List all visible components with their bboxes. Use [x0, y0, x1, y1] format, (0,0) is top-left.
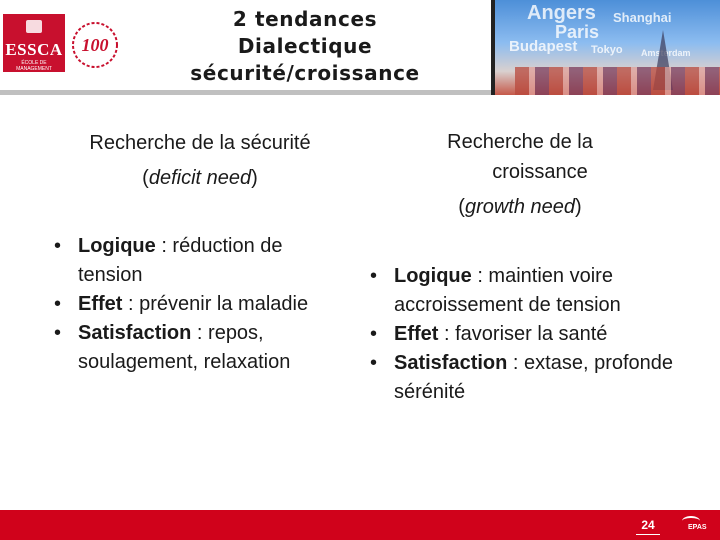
- right-heading-line-2: croissance: [492, 161, 588, 183]
- banner-city-1: Angers: [527, 2, 596, 24]
- bullet-term: Effet: [394, 323, 439, 345]
- left-heading-line: Recherche de la sécurité: [89, 132, 311, 154]
- bullet-text: : favoriser la santé: [438, 323, 608, 345]
- right-heading-line-1: Recherche de la: [447, 131, 593, 153]
- bullet-icon: •: [370, 323, 378, 345]
- list-item: [366, 349, 676, 407]
- bullet-text: : prévenir la maladie: [122, 293, 309, 315]
- banner-city-5: Tokyo: [591, 44, 623, 56]
- banner-city-6: Amsterdam: [641, 48, 691, 58]
- right-heading-subline: (growth need): [458, 196, 582, 218]
- bullet-term: Logique: [78, 235, 156, 257]
- bullet-icon: •: [54, 322, 62, 344]
- title-line-2: Dialectique: [237, 34, 373, 58]
- list-item: [366, 320, 676, 349]
- page-number: 24: [641, 518, 655, 532]
- left-bullet-list: [50, 232, 350, 377]
- header-divider: [0, 90, 495, 95]
- left-column-heading: [40, 126, 360, 196]
- right-bullet-list: [366, 262, 676, 407]
- right-column-heading: [365, 127, 675, 187]
- list-item: [366, 262, 676, 320]
- title-line-3: sécurité/croissance: [190, 61, 420, 85]
- left-heading-subline: (deficit need): [142, 167, 258, 189]
- essca-wordmark: ESSCA: [5, 40, 63, 59]
- banner-city-3: Paris: [555, 22, 600, 42]
- slide-footer: [0, 510, 720, 540]
- banner-buildings: [515, 67, 720, 95]
- bullet-icon: •: [370, 265, 378, 287]
- bullet-icon: •: [54, 235, 62, 257]
- bullet-text: : repos, soulagement, relaxation: [78, 322, 291, 373]
- anniversary-number: 100: [81, 35, 109, 55]
- banner-city-2: Shanghai: [613, 10, 672, 25]
- bullet-icon: •: [54, 293, 62, 315]
- essca-logo: [3, 14, 65, 72]
- list-item: [50, 319, 350, 377]
- left-heading-italic: deficit need: [148, 167, 252, 189]
- page-number-underline: [636, 534, 660, 535]
- crest-icon: [26, 20, 42, 33]
- slide-title: [150, 6, 460, 87]
- essca-tagline: ÉCOLE DE MANAGEMENT: [16, 60, 52, 72]
- banner-city-4: Budapest: [509, 38, 578, 55]
- bullet-term: Satisfaction: [394, 352, 508, 374]
- right-heading-italic: growth need: [464, 196, 576, 218]
- anniversary-logo: [70, 20, 120, 70]
- slide-header: [0, 0, 720, 95]
- bullet-text: : réduction de tension: [78, 235, 283, 286]
- epas-wordmark: EPAS: [688, 524, 707, 531]
- city-banner-image: [491, 0, 720, 95]
- bullet-text: : extase, profonde sérénité: [394, 352, 674, 403]
- title-line-1: 2 tendances: [232, 7, 378, 31]
- bullet-term: Logique: [394, 265, 472, 287]
- list-item: [50, 290, 350, 319]
- bullet-term: Satisfaction: [78, 322, 192, 344]
- bullet-text: : maintien voire accroissement de tension: [394, 265, 621, 316]
- bullet-icon: •: [370, 352, 378, 374]
- bullet-term: Effet: [78, 293, 123, 315]
- list-item: [50, 232, 350, 290]
- epas-logo: [676, 514, 716, 538]
